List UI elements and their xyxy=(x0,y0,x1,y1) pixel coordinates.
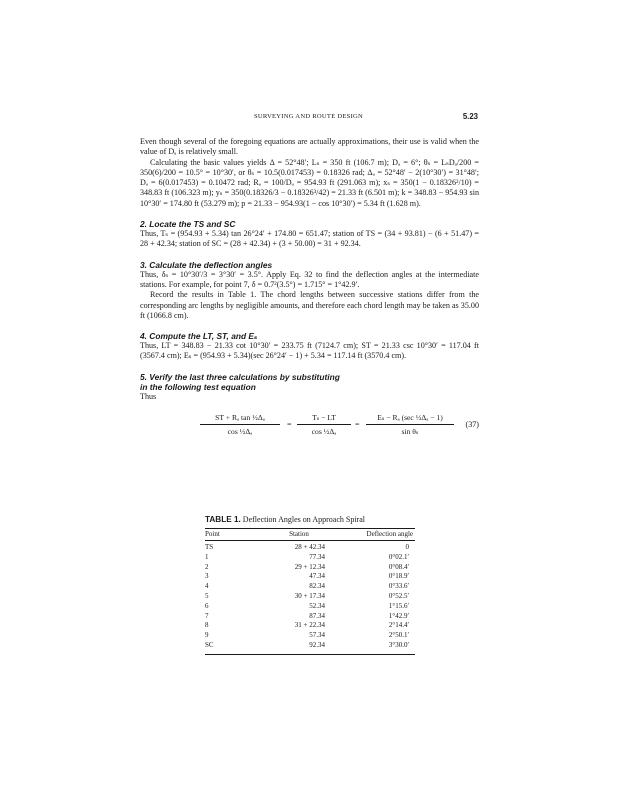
equals-sign-1: = xyxy=(287,420,292,430)
cell-deflection-angle: 3°30.0′ xyxy=(388,640,409,649)
cell-station: 52.34 xyxy=(309,601,325,610)
cell-point: 9 xyxy=(205,631,209,640)
cell-station: 77.34 xyxy=(309,552,325,561)
step-5-heading xyxy=(140,372,479,392)
step-3-heading: 3. Calculate the deflection angles xyxy=(140,259,273,270)
cell-station: 47.34 xyxy=(309,572,325,581)
cell-deflection-angle: 0°33.6′ xyxy=(388,582,409,591)
document-body xyxy=(140,137,479,445)
header-station: Station xyxy=(265,529,333,541)
table-caption: Deflection Angles on Approach Spiral xyxy=(242,515,365,524)
cell-deflection-angle: 0°52.5′ xyxy=(388,591,409,600)
cell-station: 82.34 xyxy=(309,582,325,591)
step-5-heading-line1: 5. Verify the last three calculations by substituting xyxy=(140,371,340,382)
equation-37 xyxy=(140,413,479,445)
cell-point: 1 xyxy=(205,552,209,561)
cell-point: 8 xyxy=(205,621,209,630)
running-head: SURVEYING AND ROUTE DESIGN xyxy=(253,113,364,120)
equation-number: (37) xyxy=(465,420,479,430)
cell-point: 5 xyxy=(205,591,209,600)
cell-deflection-angle: 0 xyxy=(405,543,409,551)
table-row xyxy=(205,572,415,582)
equation-fraction-2 xyxy=(297,413,351,438)
step-5-body: Thus xyxy=(140,391,157,401)
cell-point: 7 xyxy=(205,611,209,620)
step-2-heading: 2. Locate the TS and SC xyxy=(140,219,236,230)
equation-numerator-2: Tₛ − LT xyxy=(297,413,351,425)
step-3-body-record: Record the results in Table 1. The chord lengths between successive stations differ from the corresponding arc lengths by negligible amounts, and therefore each chord length may be taken as 35.00 ft (1066.8 cm). xyxy=(140,290,479,320)
cell-deflection-angle: 1°42.9′ xyxy=(388,611,409,620)
cell-point: 4 xyxy=(205,582,209,591)
table-row xyxy=(205,631,415,641)
page-header xyxy=(0,113,617,125)
table-label: TABLE 1. xyxy=(205,515,241,524)
page-number: 5.23 xyxy=(462,112,478,121)
cell-station: 31 + 22.34 xyxy=(294,621,325,630)
table-row xyxy=(205,582,415,592)
table-header-row xyxy=(205,529,415,541)
table-row xyxy=(205,641,415,654)
equation-fraction-3 xyxy=(366,413,454,438)
equation-numerator-1: ST + Rₐ tan ½Δₐ xyxy=(200,413,280,425)
deflection-table xyxy=(205,528,415,655)
cell-point: SC xyxy=(205,640,214,649)
table-row xyxy=(205,592,415,602)
table-1 xyxy=(205,515,415,655)
step-3-body: Thus, δₛ = 10°30′/3 = 3°30′ = 3.5°. Apply Eq. 32 to find the deflection angles at the intermediate stations. For example, for point 7, δ = 0.7²(3.5°) = 1.715° = 1°42.9′. xyxy=(140,269,479,289)
cell-point: 2 xyxy=(205,562,209,571)
table-row xyxy=(205,621,415,631)
cell-station: 87.34 xyxy=(309,611,325,620)
equals-sign-2: = xyxy=(355,420,360,430)
cell-point: TS xyxy=(205,543,214,551)
cell-deflection-angle: 1°15.6′ xyxy=(388,601,409,610)
step-2-body: Thus, Tₛ = (954.93 + 5.34) tan 26°24′ + 174.80 = 651.47; station of TS = (34 + 93.81) − (6 + 51.47) = 28 + 42.34; station of SC = (28 + 42.34) + (3 + 50.00) = 31 + 92.34. xyxy=(140,229,479,249)
table-row xyxy=(205,612,415,622)
equation-denominator-3: sin θₛ xyxy=(401,427,419,437)
cell-station: 57.34 xyxy=(309,631,325,640)
cell-station: 29 + 12.34 xyxy=(294,562,325,571)
step-4-heading: 4. Compute the LT, ST, and Eₛ xyxy=(140,331,258,342)
cell-deflection-angle: 2°50.1′ xyxy=(388,631,409,640)
equation-fraction-1 xyxy=(200,413,280,438)
cell-deflection-angle: 0°08.4′ xyxy=(388,562,409,571)
header-point: Point xyxy=(205,529,265,541)
table-title xyxy=(205,515,415,525)
cell-station: 28 + 42.34 xyxy=(294,543,325,551)
step-4-body: Thus, LT = 348.83 − 21.33 cot 10°30′ = 233.75 ft (7124.7 cm); ST = 21.33 csc 10°30′ = 117.04 ft (3567.4 cm); Eₛ = (954.93 + 5.34)(sec 26°24′ − 1) + 5.34 = 117.14 ft (3570.4 cm). xyxy=(140,341,479,361)
table-row xyxy=(205,602,415,612)
header-deflection-angle: Deflection angle xyxy=(333,529,415,541)
table-body xyxy=(205,541,415,655)
cell-deflection-angle: 0°02.1′ xyxy=(388,552,409,561)
equation-denominator-1: cos ½Δₐ xyxy=(227,427,253,437)
table-row xyxy=(205,563,415,573)
cell-deflection-angle: 2°14.4′ xyxy=(388,621,409,630)
intro-paragraph: Even though several of the foregoing equations are actually approximations, their use is valid when the value of Dₐ is relatively small. xyxy=(140,137,479,157)
step-5-heading-line2: in the following test equation xyxy=(140,381,256,392)
table-row xyxy=(205,541,415,553)
cell-station: 30 + 17.34 xyxy=(294,591,325,600)
cell-point: 6 xyxy=(205,601,209,610)
cell-deflection-angle: 0°18.9′ xyxy=(388,572,409,581)
table-row xyxy=(205,553,415,563)
equation-denominator-2: cos ½Δₐ xyxy=(311,427,337,437)
equation-numerator-3: Eₛ − Rₐ (sec ½Δₐ − 1) xyxy=(366,413,454,425)
basic-values-paragraph: Calculating the basic values yields Δ = 52°48′; Lₛ = 350 ft (106.7 m); Dₐ = 6°; θₛ = LₛDₐ/200 = 350(6)/200 = 10.5° = 10°30′, or θₛ = 10.5(0.017453) = 0.18326 rad; Δₐ = 52°48′ − 2(10°30′) = 31°48′; Dₐ = 6(0.017453) = 0.10472 rad; Rₐ = 100/Dₐ = 954.93 ft (291.063 m); xₛ = 350(1 − 0.18326²/10) = 348.83 ft (106.323 m); yₛ = 350(0.18326/3 − 0.18326³/42) = 21.33 ft (6.501 m); k = 348.83 − 954.93 sin 10°30′ = 174.80 ft (53.279 m); p = 21.33 − 954.93(1 − cos 10°30′) = 5.34 ft (1.628 m). xyxy=(140,157,479,208)
cell-station: 92.34 xyxy=(309,640,325,649)
cell-point: 3 xyxy=(205,572,209,581)
